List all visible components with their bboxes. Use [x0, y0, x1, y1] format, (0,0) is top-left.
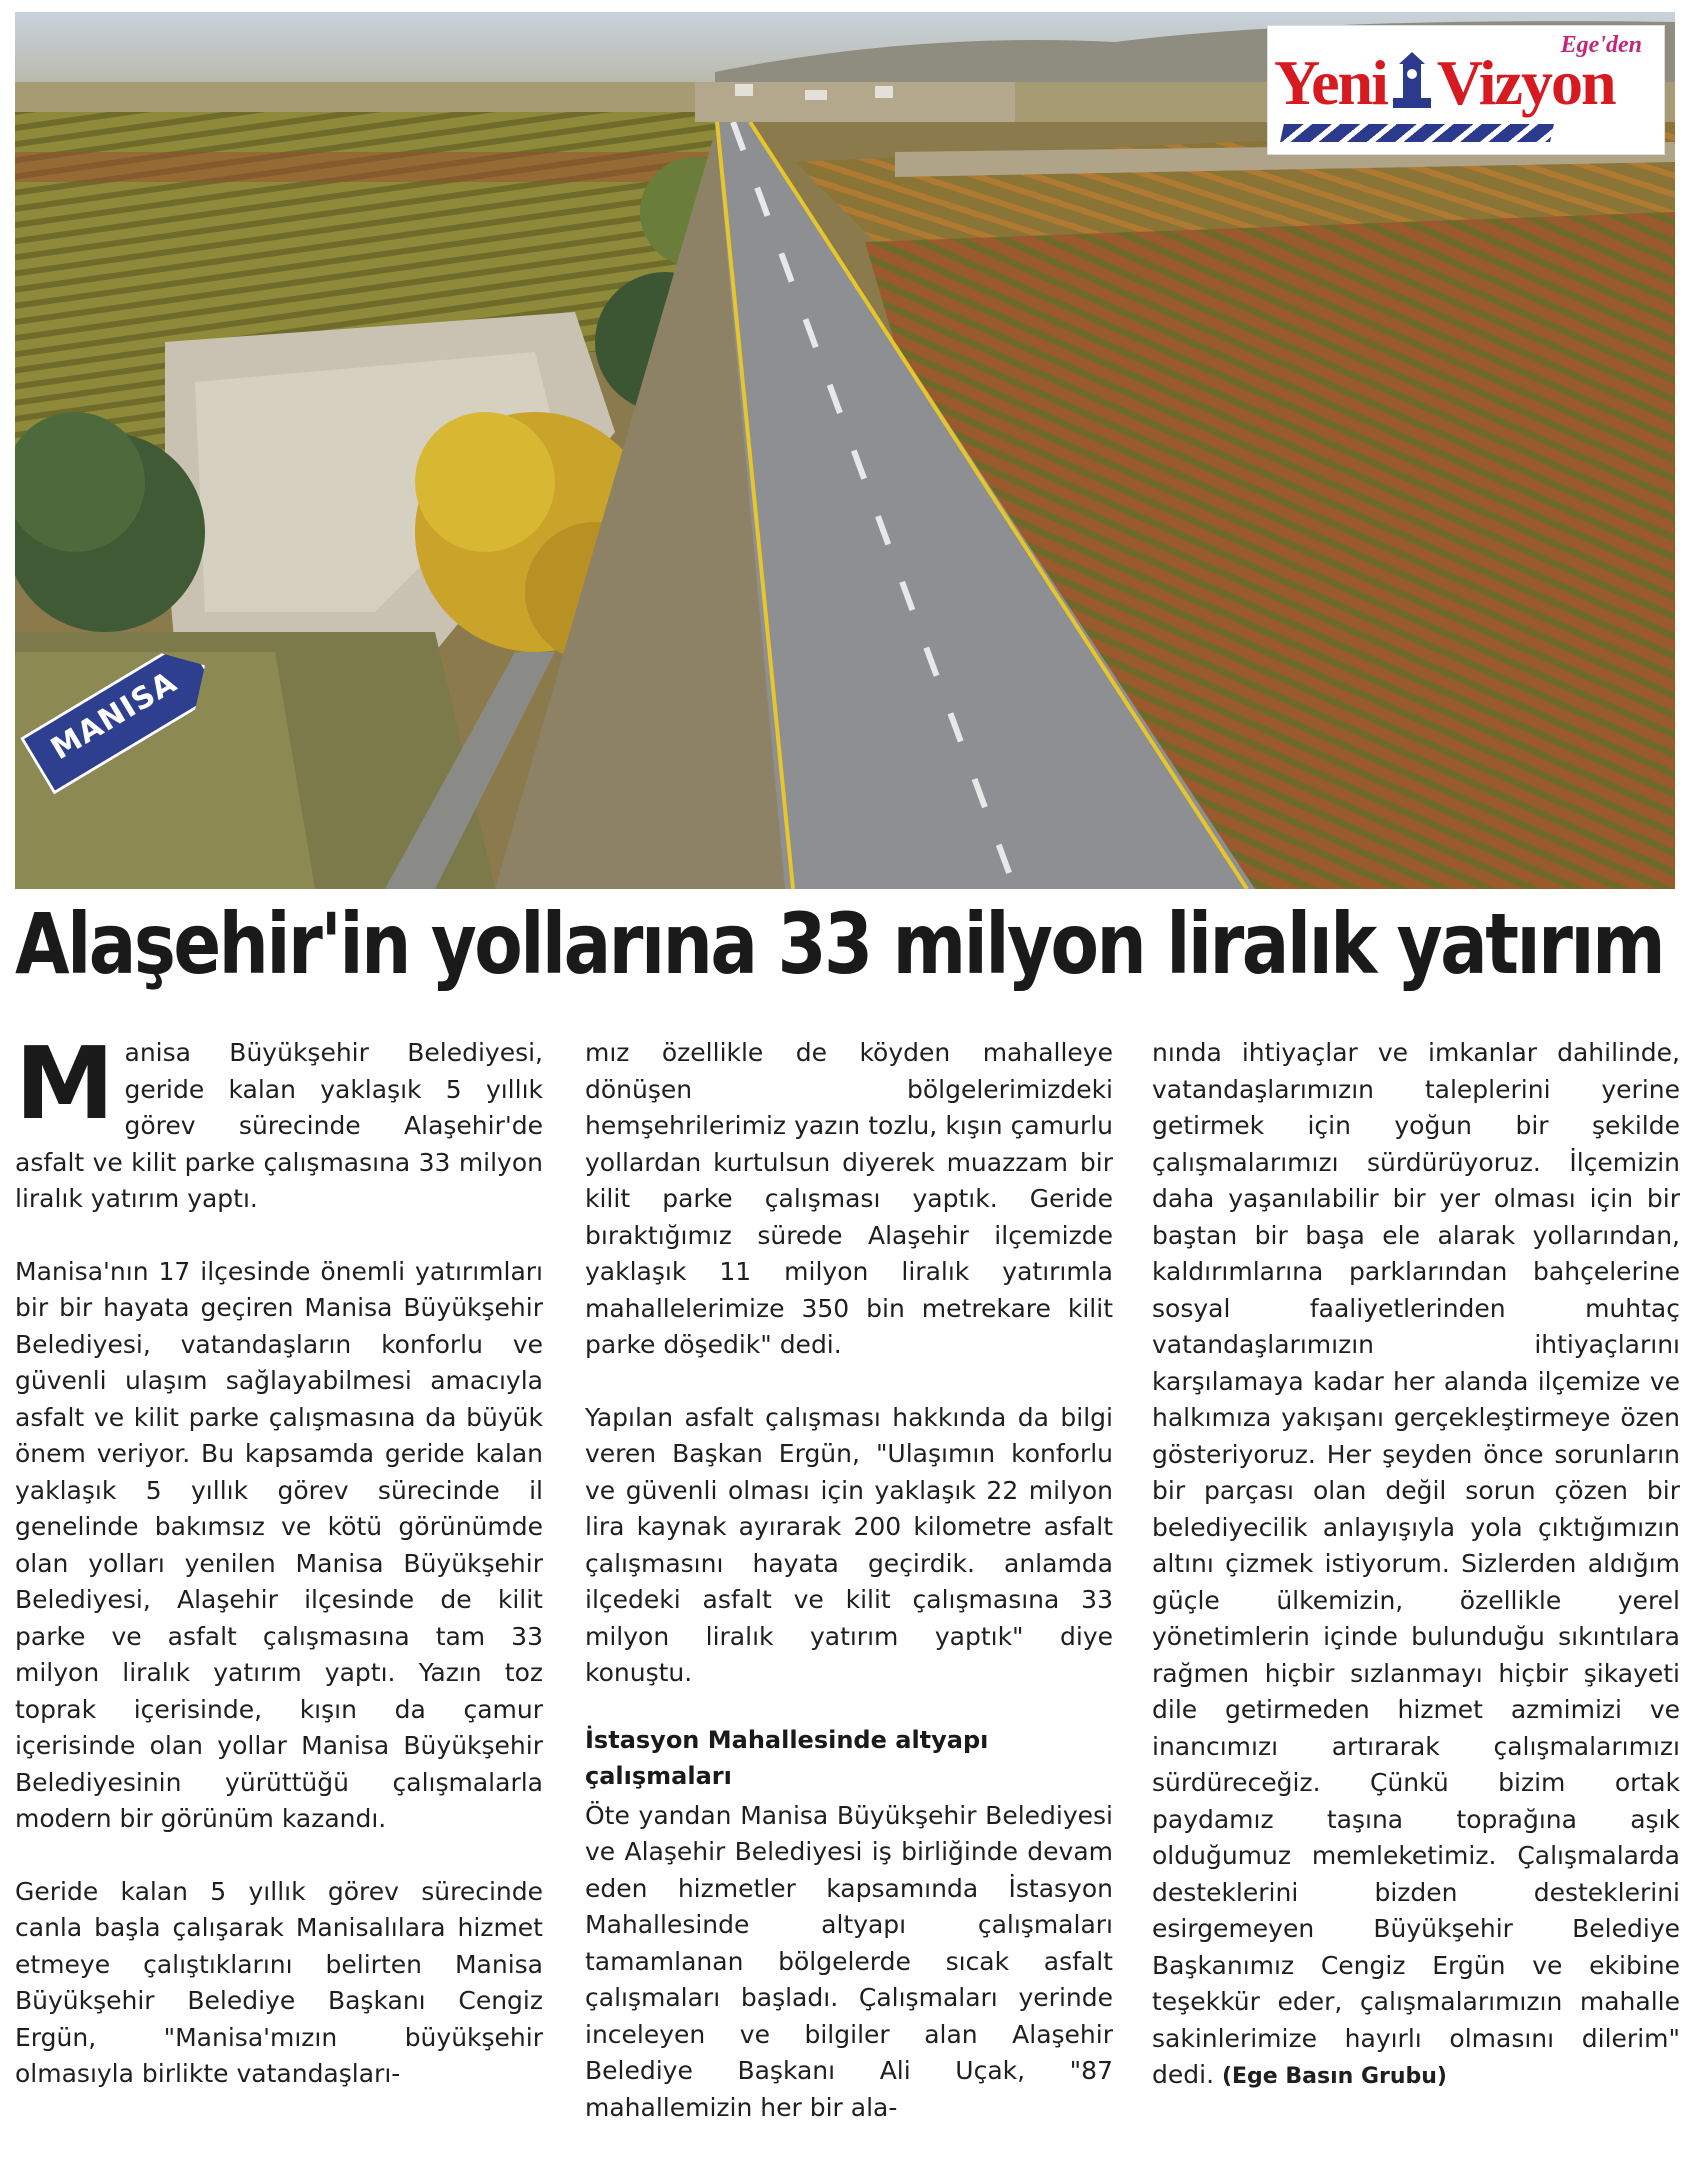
paragraph: Manisa'nın 17 ilçesinde önemli yatırımları bir bir hayata geçiren Manisa Büyükşehir Belediyesi, vatandaşların konforlu ve güvenli ulaşım sağlayabilmesi amacıyla asfalt ve kilit parke çalışmasına da büyük önem veriyor. Bu kapsamda geride kalan yaklaşık 5 yıllık görev sürecinde il genelinde bakımsız ve kötü görünümde olan yolları yenilen Manisa Büyükşehir Belediyesi, Alaşehir ilçesinde de kilit parke ve asfalt çalışmasına tam 33 milyon liralık yatırım yaptı. Yazın toz toprak içerisinde, kışın da çamur içerisinde olan yollar Manisa Büyükşehir Belediyesinin yürüttüğü çalışmalarla modern bir görünüm kazandı. — [15, 1256, 543, 1833]
article-column-2 — [585, 1035, 1113, 2162]
drop-cap: M — [15, 1025, 115, 1142]
news-source: (Ege Basın Grubu) — [1221, 2064, 1447, 2089]
article-column-1 — [15, 1025, 543, 2129]
logo-stripes — [1280, 124, 1554, 142]
paragraph: Yapılan asfalt çalışması hakkında da bilgi veren Başkan Ergün, "Ulaşımın konforlu ve güvenli olması için yaklaşık 22 milyon lira kaynak ayırarak 200 kilometre asfalt çalışmasını hayata geçirdik. anlamda ilçedeki asfalt ve kilit çalışmasına 33 milyon liralık yatırım yaptık" diye konuştu. — [585, 1402, 1113, 1687]
region-label: MANISA — [45, 664, 184, 767]
article-column-3 — [1152, 1035, 1680, 2132]
newspaper-logo — [1267, 25, 1665, 155]
logo-right-word: Vizyon — [1436, 47, 1615, 118]
clock-tower-icon — [1389, 52, 1435, 110]
lead-text: anisa Büyükşehir Belediyesi, geride kalan yaklaşık 5 yıllık görev sürecinde Alaşehir'de asfalt ve kilit parke çalışmasına 33 milyon liralık yatırım yaptı. — [15, 1038, 543, 1213]
paragraph-text: nında ihtiyaçlar ve imkanlar dahilinde, vatandaşlarımızın taleplerini yerine getirmek için yoğun bir şekilde çalışmalarımızı sürdürüyoruz. İlçemizin daha yaşanılabilir bir yer olması için bir baştan bir başa ele alarak yollarından, kaldırımlarına parklarından bahçelerine sosyal faaliyetlerinden muhtaç vatandaşlarımızın ihtiyaçlarını karşılamaya kadar her alanda ilçemize ve halkımıza yakışanı gerçekleştirmeye özen gösteriyoruz. Her şeyden önce sorunların bir parçası olan değil sorun çözen bir belediyecilik anlayışıyla yola çıktığımızın altını çizmek istiyorum. Sizlerden aldığım güçle ülkemizin, özellikle yerel yönetimlerin içinde bulunduğu sıkıntılara rağmen hiçbir sızlanmayı hiçbir şikayeti dile getirmeden hizmet azmimizi ve inancımızı artırarak çalışmalarımızı sürdüreceğiz. Çünkü bizim ortak paydamız taşına toprağına aşık olduğumuz memleketimiz. Çalışmalarda desteklerini bizden desteklerini esirgemeyen Büyükşehir Belediye Başkanımız Cengiz Ergün ve ekibine teşekkür eder, çalışmalarımızın mahalle sakinlerimize hayırlı olmasını dilerim" dedi. — [1152, 1038, 1680, 2089]
logo-ege-text: Ege'den — [1560, 32, 1642, 58]
logo-left-word: Yeni — [1274, 47, 1387, 118]
article-headline: Alaşehir'in yollarına 33 milyon liralık yatırım — [15, 895, 1664, 993]
paragraph: Geride kalan 5 yıllık görev sürecinde canla başla çalışarak Manisalılara hizmet etmeye çalıştıklarını belirten Manisa Büyükşehir Belediye Başkanı Cengiz Ergün, "Manisa'mızın büyükşehir olmasıyla birlikte vatandaşları- — [15, 1876, 543, 2088]
paragraph — [1152, 1035, 1680, 2096]
paragraph: mız özellikle de köyden mahalleye dönüşen bölgelerimizdeki hemşehrilerimiz yazın tozlu, kışın çamurlu yollardan kurtulsun diyerek muazzam bir kilit parke çalışması yaptık. Geride bıraktığımız sürede Alaşehir ilçemizde yaklaşık 11 milyon liralık yatırımla mahallelerimize 350 bin metrekare kilit parke döşedik" dedi. — [585, 1038, 1113, 1359]
paragraph: Öte yandan Manisa Büyükşehir Belediyesi ve Alaşehir Belediyesi iş birliğinde devam eden hizmetler kapsamında İstasyon Mahallesinde altyapı çalışmaları tamamlanan bölgelerde sıcak asfalt çalışmaları başladı. Çalışmaları yerinde inceleyen ve bilgiler alan Alaşehir Belediye Başkanı Ali Uçak, "87 mahallemizin her bir ala- — [585, 1800, 1113, 2122]
section-subheading: İstasyon Mahallesinde altyapı çalışmaları — [585, 1725, 989, 1790]
logo-wordmark — [1274, 46, 1615, 120]
lead-paragraph — [15, 1025, 543, 1218]
